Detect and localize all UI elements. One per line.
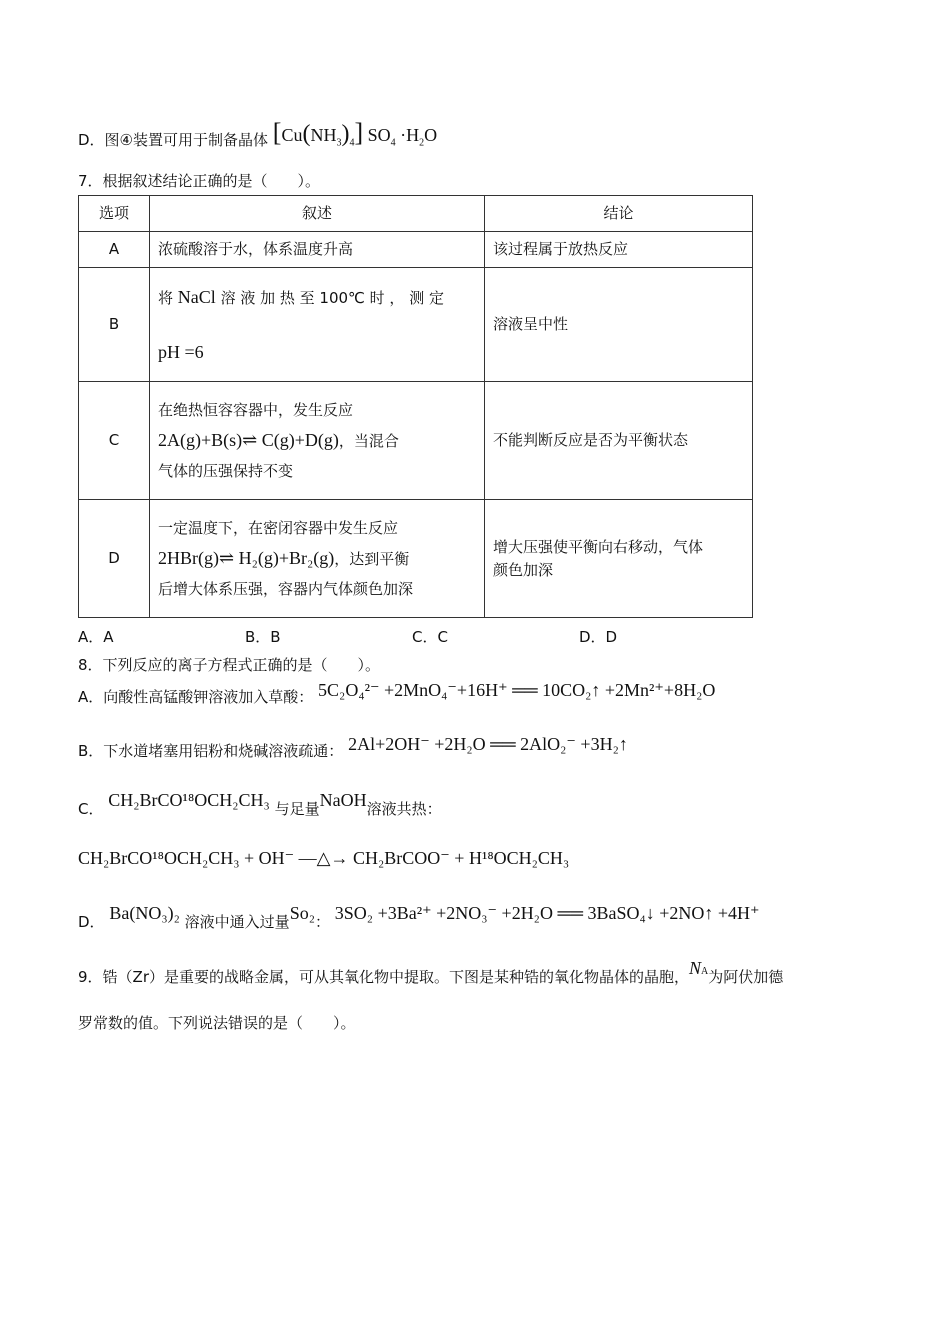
header-description: 叙述: [150, 196, 485, 232]
row-c-conclusion: 不能判断反应是否为平衡状态: [485, 382, 753, 500]
q8-option-b-equation: 2Al+2OH⁻ +2H₂O ══ 2AlO₂⁻ +3H₂↑: [348, 734, 628, 754]
row-c-description: 在绝热恒容容器中，发生反应 2A(g)+B(s)⇌ C(g)+D(g)，当混合 气体的压强保持不变: [150, 382, 485, 500]
row-b-description: 将 NaCl 溶 液 加 热 至 100℃ 时 ， 测 定 pH =6: [150, 268, 485, 382]
q8-option-d: D． Ba(NO₃)₂ 溶液中通入过量So₂： 3SO₂ +3Ba²⁺ +2NO₃⁻ +2H₂O ══ 3BaSO₄↓ +2NO↑ +4H⁺: [78, 903, 760, 931]
q6-option-d-text: D．图④装置可用于制备晶体: [78, 131, 268, 149]
q7-table: [78, 195, 753, 618]
row-a-conclusion: 该过程属于放热反应: [485, 232, 753, 268]
row-b-option: B: [79, 268, 150, 382]
row-a-option: A: [79, 232, 150, 268]
q8-option-a: A．向酸性高锰酸钾溶液加入草酸： 5C₂O₄²⁻ +2MnO₄⁻+16H⁺ ══ 10CO₂↑ +2Mn²⁺+8H₂O: [78, 680, 716, 706]
row-d-description: 一定温度下，在密闭容器中发生反应 2HBr(g)⇌ H₂(g)+Br₂(g)，达到平衡 后增大体系压强，容器内气体颜色加深: [150, 500, 485, 618]
table-row: [79, 500, 753, 618]
q8-option-b: B．下水道堵塞用铝粉和烧碱溶液疏通： 2Al+2OH⁻ +2H₂O ══ 2AlO₂⁻ +3H₂↑: [78, 734, 628, 760]
q8-option-d-equation: 3SO₂ +3Ba²⁺ +2NO₃⁻ +2H₂O ══ 3BaSO₄↓ +2NO↑ +4H⁺: [334, 903, 760, 923]
header-option: 选项: [79, 196, 150, 232]
q7-choice-d: D．D: [579, 628, 618, 646]
q8-option-c: C． CH₂BrCO¹⁸OCH₂CH₃ 与足量NaOH溶液共热：: [78, 790, 442, 818]
q7-choice-b: B．B: [245, 628, 281, 646]
table-row: [79, 382, 753, 500]
q8-option-c-equation: CH₂BrCO¹⁸OCH₂CH₃ + OH⁻ —△→ CH₂BrCOO⁻ + H¹⁸OCH₂CH₃: [78, 848, 570, 868]
q8-stem: 8．下列反应的离子方程式正确的是（ ）。: [78, 656, 381, 674]
q9-stem-line1: 9．锆（Zr）是重要的战略金属，可从其氧化物中提取。下图是某种锆的氧化物晶体的晶胞，NA为阿伏加德: [78, 958, 784, 986]
q7-stem: 7．根据叙述结论正确的是（ ）。: [78, 172, 321, 190]
q9-stem-line2: 罗常数的值。下列说法错误的是（ ）。: [78, 1014, 356, 1032]
q6-option-d: [78, 118, 437, 149]
row-b-conclusion: 溶液呈中性: [485, 268, 753, 382]
q6-option-d-formula: $[Cu(NH_3)_4]$ $SO_4 \cdot H_2O$: [272, 118, 438, 149]
row-c-option: C: [79, 382, 150, 500]
table-row: [79, 232, 753, 268]
table-row: [79, 268, 753, 382]
row-d-option: D: [79, 500, 150, 618]
header-conclusion: 结论: [485, 196, 753, 232]
q7-choice-a: A．A: [78, 628, 114, 646]
table-header-row: [79, 196, 753, 232]
q7-choice-c: C．C: [412, 628, 448, 646]
row-d-conclusion: 增大压强使平衡向右移动，气体 颜色加深: [485, 500, 753, 618]
row-a-description: 浓硫酸溶于水，体系温度升高: [150, 232, 485, 268]
q8-option-a-equation: 5C₂O₄²⁻ +2MnO₄⁻+16H⁺ ══ 10CO₂↑ +2Mn²⁺+8H₂O: [318, 680, 716, 700]
